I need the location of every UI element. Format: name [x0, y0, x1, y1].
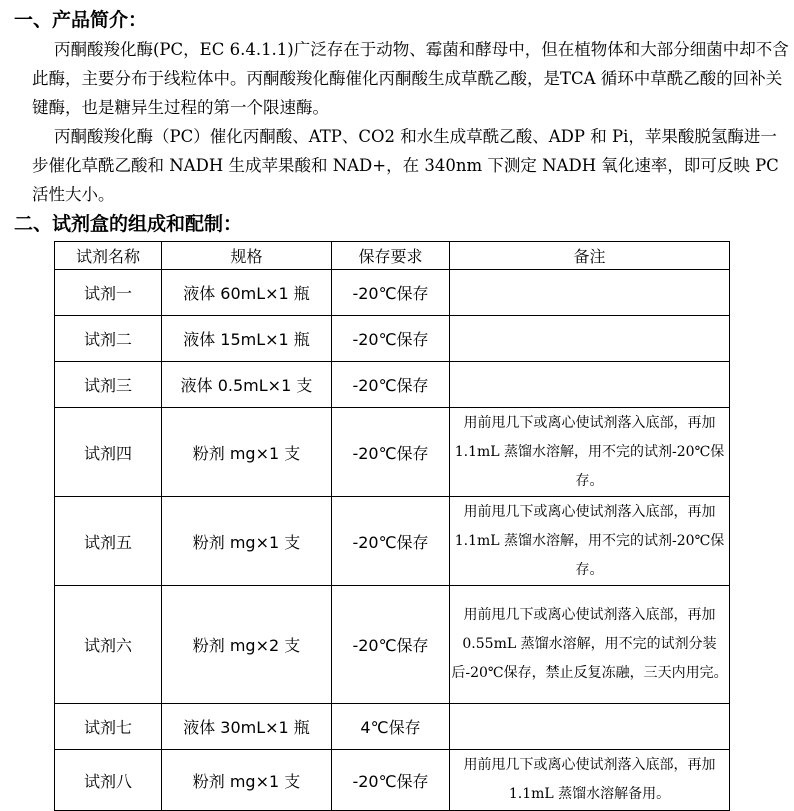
intro-paragraph-2: 丙酮酸羧化酶（PC）催化丙酮酸、ATP、CO2 和水生成草酰乙酸、ADP 和 Pi，苹果酸脱氢酶进一步催化草酰乙酸和 NADH 生成苹果酸和 NAD+，在 340nm 下测定 NADH 氧化速率，即可反映 PC 活性大小。 — [32, 127, 779, 204]
reagent-name: 试剂一 — [55, 270, 162, 316]
reagent-storage: -20℃保存 — [332, 586, 450, 704]
table-row — [55, 362, 730, 408]
reagent-note: 用前甩几下或离心使试剂落入底部，再加 1.1mL 蒸馏水溶解，用不完的试剂-20℃保存。 — [450, 408, 730, 497]
reagent-name: 试剂二 — [55, 316, 162, 362]
section-1-heading: 一、产品简介： — [14, 9, 148, 31]
reagent-note — [450, 704, 730, 750]
reagent-name: 试剂五 — [55, 497, 162, 586]
table-row — [55, 586, 730, 704]
table-row — [55, 704, 730, 750]
reagent-note — [450, 270, 730, 316]
header-reagent-name: 试剂名称 — [55, 242, 162, 270]
reagent-note — [450, 362, 730, 408]
table-header-row — [55, 242, 730, 270]
intro-paragraph-1: 丙酮酸羧化酶(PC，EC 6.4.1.1)广泛存在于动物、霉菌和酵母中，但在植物体和大部分细菌中却不含此酶，主要分布于线粒体中。丙酮酸羧化酶催化丙酮酸生成草酰乙酸，是TCA 循环中草酰乙酸的回补关键酶，也是糖异生过程的第一个限速酶。 — [32, 40, 789, 117]
reagent-name: 试剂七 — [55, 704, 162, 750]
reagent-table — [54, 241, 730, 811]
reagent-storage: -20℃保存 — [332, 316, 450, 362]
table-row — [55, 270, 730, 316]
header-notes: 备注 — [450, 242, 730, 270]
reagent-storage: -20℃保存 — [332, 362, 450, 408]
table-row — [55, 497, 730, 586]
reagent-name: 试剂四 — [55, 408, 162, 497]
reagent-note: 用前甩几下或离心使试剂落入底部，再加 0.55mL 蒸馏水溶解，用不完的试剂分装后-20℃保存，禁止反复冻融，三天内用完。 — [450, 586, 730, 704]
header-specification: 规格 — [162, 242, 332, 270]
reagent-spec: 液体 30mL×1 瓶 — [162, 704, 332, 750]
table-row — [55, 408, 730, 497]
reagent-storage: -20℃保存 — [332, 270, 450, 316]
reagent-name: 试剂八 — [55, 750, 162, 811]
reagent-storage: -20℃保存 — [332, 497, 450, 586]
reagent-spec: 液体 15mL×1 瓶 — [162, 316, 332, 362]
reagent-spec: 粉剂 mg×1 支 — [162, 408, 332, 497]
reagent-spec: 粉剂 mg×2 支 — [162, 586, 332, 704]
reagent-note — [450, 316, 730, 362]
reagent-storage: -20℃保存 — [332, 408, 450, 497]
header-storage: 保存要求 — [332, 242, 450, 270]
section-2-heading: 二、试剂盒的组成和配制： — [14, 213, 243, 235]
table-row — [55, 750, 730, 811]
reagent-storage: 4℃保存 — [332, 704, 450, 750]
reagent-spec: 粉剂 mg×1 支 — [162, 497, 332, 586]
reagent-spec: 粉剂 mg×1 支 — [162, 750, 332, 811]
table-row — [55, 316, 730, 362]
reagent-storage: -20℃保存 — [332, 750, 450, 811]
reagent-note: 用前甩几下或离心使试剂落入底部，再加 1.1mL 蒸馏水溶解，用不完的试剂-20℃保存。 — [450, 497, 730, 586]
reagent-spec: 液体 60mL×1 瓶 — [162, 270, 332, 316]
reagent-name: 试剂六 — [55, 586, 162, 704]
reagent-spec: 液体 0.5mL×1 支 — [162, 362, 332, 408]
reagent-name: 试剂三 — [55, 362, 162, 408]
reagent-note: 用前甩几下或离心使试剂落入底部，再加 1.1mL 蒸馏水溶解备用。 — [450, 750, 730, 811]
